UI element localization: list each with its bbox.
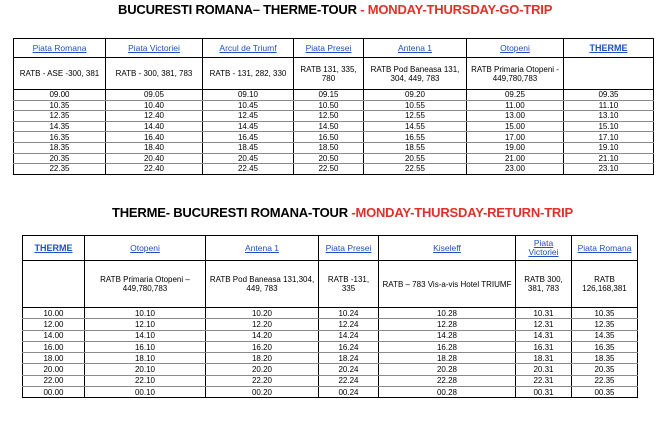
go-trip-station-header [467, 39, 564, 58]
go-trip-time-cell: 18.55 [364, 142, 467, 153]
return-trip-header-row [23, 236, 638, 261]
return-trip-time-cell: 20.35 [572, 364, 638, 375]
go-trip-time-cell: 20.40 [106, 153, 203, 164]
return-trip-time-cell: 10.24 [319, 308, 379, 319]
return-trip-time-cell: 14.28 [379, 330, 516, 341]
return-trip-time-cell: 12.31 [516, 319, 572, 330]
go-trip-header-row [14, 39, 654, 58]
return-trip-station-link[interactable]: Antena 1 [244, 242, 280, 253]
go-trip-time-cell: 14.50 [294, 121, 364, 132]
return-trip-time-cell: 12.35 [572, 319, 638, 330]
go-trip-station-header [564, 39, 654, 58]
return-trip-time-cell: 18.20 [206, 353, 319, 364]
return-trip-time-cell: 22.20 [206, 375, 319, 386]
go-trip-time-cell: 16.35 [14, 132, 106, 143]
go-trip-time-cell: 17.10 [564, 132, 654, 143]
return-trip-tbody [23, 236, 638, 398]
return-trip-station-header [85, 236, 206, 261]
return-trip-station-link[interactable]: Kiseleff [433, 242, 461, 253]
go-trip-time-cell: 09.35 [564, 90, 654, 101]
go-trip-stop-info: RATB Pod Baneasa 131, 304, 449, 783 [364, 58, 467, 90]
go-trip-time-cell: 18.35 [14, 142, 106, 153]
return-trip-time-cell: 22.24 [319, 375, 379, 386]
go-trip-time-cell: 13.10 [564, 111, 654, 122]
go-trip-station-link[interactable]: Otopeni [500, 42, 530, 53]
return-trip-time-cell: 10.35 [572, 308, 638, 319]
go-trip-time-cell: 16.45 [203, 132, 294, 143]
go-trip-station-link[interactable]: Piata Romana [32, 42, 87, 53]
go-trip-time-cell: 18.50 [294, 142, 364, 153]
return-trip-time-cell: 18.31 [516, 353, 572, 364]
go-trip-stops-row [14, 58, 654, 90]
go-trip-time-cell: 14.40 [106, 121, 203, 132]
go-trip-tbody [14, 39, 654, 175]
go-trip-time-cell: 09.00 [14, 90, 106, 101]
go-trip-time-cell: 17.00 [467, 132, 564, 143]
go-trip-title-main: BUCURESTI ROMANA– THERME-TOUR [118, 2, 357, 17]
go-trip-time-cell: 21.00 [467, 153, 564, 164]
return-trip-time-cell: 00.24 [319, 387, 379, 398]
go-trip-time-row [14, 142, 654, 153]
return-trip-time-cell: 18.10 [85, 353, 206, 364]
go-trip-stop-info [564, 58, 654, 90]
go-trip-time-cell: 12.50 [294, 111, 364, 122]
go-trip-time-row [14, 153, 654, 164]
return-trip-time-row [23, 364, 638, 375]
go-trip-time-cell: 16.50 [294, 132, 364, 143]
return-trip-station-link[interactable]: Piata Romana [577, 242, 632, 253]
return-trip-title [112, 205, 573, 220]
go-trip-time-cell: 21.10 [564, 153, 654, 164]
return-trip-time-cell: 00.35 [572, 387, 638, 398]
go-trip-station-header [294, 39, 364, 58]
go-trip-time-cell: 22.35 [14, 164, 106, 175]
go-trip-time-cell: 12.40 [106, 111, 203, 122]
go-trip-table [13, 38, 654, 175]
return-trip-stop-info: RATB 300, 381, 783 [516, 261, 572, 308]
go-trip-time-row [14, 90, 654, 101]
return-trip-time-cell: 22.28 [379, 375, 516, 386]
go-trip-title-accent: - MONDAY-THURSDAY-GO-TRIP [360, 2, 553, 17]
return-trip-time-row [23, 341, 638, 352]
return-trip-time-cell: 10.20 [206, 308, 319, 319]
return-trip-time-cell: 14.24 [319, 330, 379, 341]
return-trip-time-cell: 00.00 [23, 387, 85, 398]
go-trip-time-cell: 09.05 [106, 90, 203, 101]
return-trip-time-cell: 12.00 [23, 319, 85, 330]
go-trip-time-cell: 09.15 [294, 90, 364, 101]
go-trip-time-cell: 16.40 [106, 132, 203, 143]
return-trip-time-row [23, 375, 638, 386]
go-trip-time-cell: 19.00 [467, 142, 564, 153]
return-trip-time-cell: 16.35 [572, 341, 638, 352]
return-trip-station-header [23, 236, 85, 261]
go-trip-time-cell: 13.00 [467, 111, 564, 122]
return-trip-stop-info: RATB Pod Baneasa 131,304, 449, 783 [206, 261, 319, 308]
return-trip-time-row [23, 319, 638, 330]
return-trip-time-cell: 10.31 [516, 308, 572, 319]
return-trip-time-cell: 16.31 [516, 341, 572, 352]
return-trip-time-cell: 00.20 [206, 387, 319, 398]
return-trip-time-cell: 22.31 [516, 375, 572, 386]
return-trip-stop-info: RATB – 783 Vis-a-vis Hotel TRIUMF [379, 261, 516, 308]
go-trip-stop-info: RATB Primaria Otopeni - 449,780,783 [467, 58, 564, 90]
go-trip-time-cell: 16.55 [364, 132, 467, 143]
go-trip-station-link[interactable]: Piata Presei [305, 42, 352, 53]
go-trip-stop-info: RATB - 300, 381, 783 [106, 58, 203, 90]
return-trip-time-cell: 00.28 [379, 387, 516, 398]
go-trip-time-cell: 20.35 [14, 153, 106, 164]
return-trip-stop-info: RATB -131, 335 [319, 261, 379, 308]
go-trip-time-cell: 12.55 [364, 111, 467, 122]
go-trip-time-cell: 09.25 [467, 90, 564, 101]
return-trip-time-cell: 14.20 [206, 330, 319, 341]
go-trip-time-cell: 14.55 [364, 121, 467, 132]
go-trip-time-cell: 14.45 [203, 121, 294, 132]
return-trip-time-cell: 18.24 [319, 353, 379, 364]
return-trip-time-row [23, 387, 638, 398]
return-trip-stop-info: RATB Primaria Otopeni – 449,780,783 [85, 261, 206, 308]
go-trip-station-header [203, 39, 294, 58]
go-trip-time-cell: 10.50 [294, 100, 364, 111]
go-trip-station-link[interactable]: Piata Victoriei [128, 42, 180, 53]
go-trip-time-row [14, 111, 654, 122]
return-trip-time-cell: 22.00 [23, 375, 85, 386]
go-trip-time-row [14, 100, 654, 111]
go-trip-station-header [364, 39, 467, 58]
go-trip-station-link[interactable]: Antena 1 [397, 42, 433, 53]
return-trip-station-link[interactable]: Piata Presei [325, 242, 372, 253]
go-trip-time-cell: 10.55 [364, 100, 467, 111]
go-trip-time-cell: 11.10 [564, 100, 654, 111]
return-trip-time-cell: 14.10 [85, 330, 206, 341]
return-trip-time-cell: 18.35 [572, 353, 638, 364]
go-trip-time-cell: 11.00 [467, 100, 564, 111]
return-trip-time-cell: 18.28 [379, 353, 516, 364]
return-trip-time-cell: 10.28 [379, 308, 516, 319]
return-trip-title-main: THERME- BUCURESTI ROMANA-TOUR [112, 205, 348, 220]
go-trip-time-cell: 18.45 [203, 142, 294, 153]
return-trip-time-cell: 12.20 [206, 319, 319, 330]
go-trip-time-cell: 20.45 [203, 153, 294, 164]
go-trip-time-cell: 23.00 [467, 164, 564, 175]
go-trip-time-cell: 12.45 [203, 111, 294, 122]
return-trip-time-cell: 18.00 [23, 353, 85, 364]
return-trip-station-header [572, 236, 638, 261]
go-trip-time-cell: 10.40 [106, 100, 203, 111]
return-trip-time-cell: 16.24 [319, 341, 379, 352]
go-trip-time-row [14, 132, 654, 143]
go-trip-station-link[interactable]: Arcul de Triumf [219, 42, 277, 53]
go-trip-time-cell: 19.10 [564, 142, 654, 153]
return-trip-time-cell: 20.20 [206, 364, 319, 375]
go-trip-time-row [14, 164, 654, 175]
return-trip-time-cell: 16.00 [23, 341, 85, 352]
go-trip-station-header [14, 39, 106, 58]
return-trip-time-cell: 12.24 [319, 319, 379, 330]
return-trip-time-row [23, 353, 638, 364]
return-trip-time-cell: 14.31 [516, 330, 572, 341]
go-trip-stop-info: RATB 131, 335, 780 [294, 58, 364, 90]
go-trip-time-cell: 22.55 [364, 164, 467, 175]
return-trip-station-header [516, 236, 572, 261]
return-trip-time-cell: 16.20 [206, 341, 319, 352]
return-trip-time-cell: 20.24 [319, 364, 379, 375]
return-trip-time-cell: 14.00 [23, 330, 85, 341]
go-trip-station-link[interactable]: THERME [589, 42, 628, 53]
return-trip-time-cell: 14.35 [572, 330, 638, 341]
go-trip-time-cell: 22.40 [106, 164, 203, 175]
return-trip-stop-info [23, 261, 85, 308]
return-trip-time-cell: 22.35 [572, 375, 638, 386]
go-trip-time-cell: 22.50 [294, 164, 364, 175]
return-trip-time-cell: 00.31 [516, 387, 572, 398]
return-trip-stops-row [23, 261, 638, 308]
go-trip-time-cell: 15.00 [467, 121, 564, 132]
return-trip-time-cell: 22.10 [85, 375, 206, 386]
return-trip-time-cell: 12.28 [379, 319, 516, 330]
return-trip-station-link[interactable]: Otopeni [130, 242, 160, 253]
return-trip-station-header [206, 236, 319, 261]
go-trip-time-cell: 23.10 [564, 164, 654, 175]
go-trip-station-header [106, 39, 203, 58]
return-trip-table [22, 235, 638, 398]
return-trip-station-header [379, 236, 516, 261]
go-trip-time-cell: 15.10 [564, 121, 654, 132]
return-trip-time-cell: 10.10 [85, 308, 206, 319]
go-trip-time-cell: 14.35 [14, 121, 106, 132]
go-trip-stop-info: RATB - 131, 282, 330 [203, 58, 294, 90]
go-trip-time-cell: 10.35 [14, 100, 106, 111]
return-trip-time-cell: 20.28 [379, 364, 516, 375]
return-trip-time-cell: 10.00 [23, 308, 85, 319]
go-trip-stop-info: RATB - ASE -300, 381 [14, 58, 106, 90]
return-trip-station-header [319, 236, 379, 261]
return-trip-time-cell: 20.31 [516, 364, 572, 375]
return-trip-time-cell: 20.10 [85, 364, 206, 375]
go-trip-time-cell: 20.55 [364, 153, 467, 164]
go-trip-time-cell: 20.50 [294, 153, 364, 164]
return-trip-title-accent: -MONDAY-THURSDAY-RETURN-TRIP [351, 205, 573, 220]
go-trip-time-cell: 10.45 [203, 100, 294, 111]
go-trip-time-cell: 09.10 [203, 90, 294, 101]
go-trip-time-cell: 22.45 [203, 164, 294, 175]
go-trip-time-row [14, 121, 654, 132]
return-trip-time-cell: 12.10 [85, 319, 206, 330]
return-trip-time-cell: 16.28 [379, 341, 516, 352]
go-trip-time-cell: 09.20 [364, 90, 467, 101]
return-trip-stop-info: RATB 126,168,381 [572, 261, 638, 308]
go-trip-time-cell: 18.40 [106, 142, 203, 153]
return-trip-time-row [23, 308, 638, 319]
go-trip-time-cell: 12.35 [14, 111, 106, 122]
return-trip-time-cell: 00.10 [85, 387, 206, 398]
go-trip-title [118, 2, 552, 17]
return-trip-time-cell: 20.00 [23, 364, 85, 375]
return-trip-time-cell: 16.10 [85, 341, 206, 352]
return-trip-station-link[interactable]: THERME [34, 242, 73, 253]
return-trip-station-link[interactable]: Piata Victoriei [528, 238, 559, 257]
return-trip-time-row [23, 330, 638, 341]
